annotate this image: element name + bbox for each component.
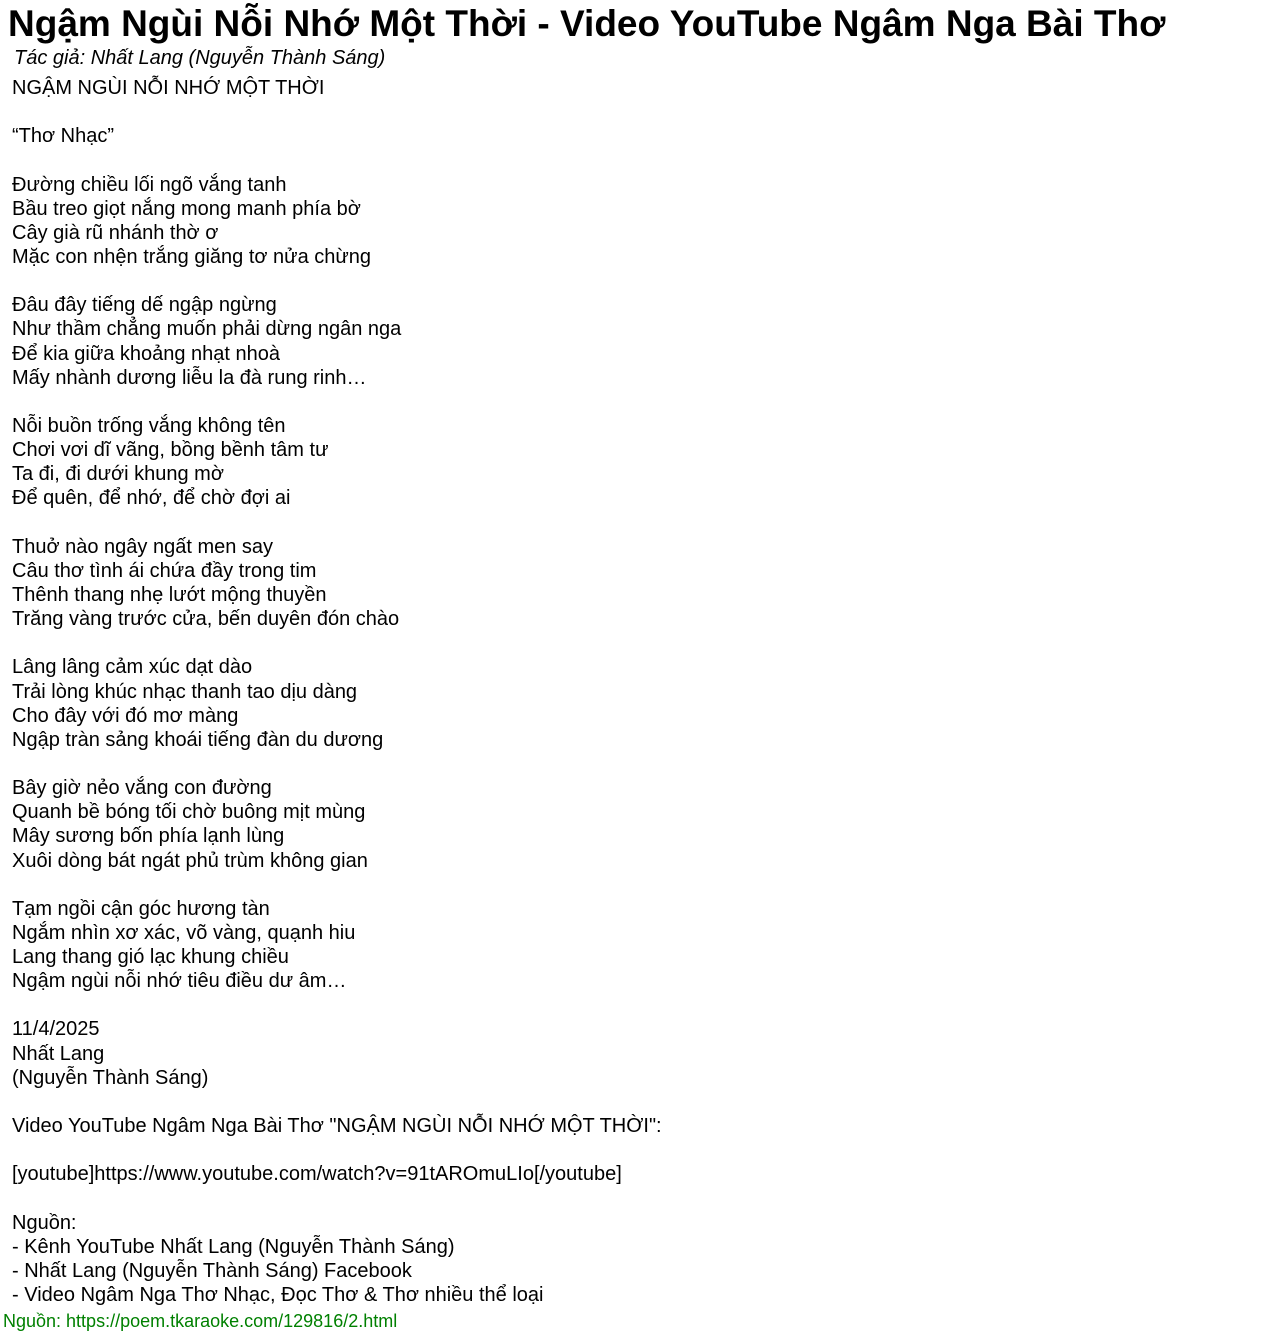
poem-line: Đâu đây tiếng dế ngập ngừng xyxy=(12,294,277,317)
poem-line: Bây giờ nẻo vắng con đường xyxy=(12,777,272,800)
poem-line: (Nguyễn Thành Sáng) xyxy=(12,1066,209,1089)
blank-line xyxy=(12,1138,662,1162)
poem-line: Video YouTube Ngâm Nga Bài Thơ "NGẬM NGÙI NỖI NHỚ MỘT THỜI": xyxy=(12,1115,662,1138)
blank-line xyxy=(12,390,662,414)
poem-line: Ngắm nhìn xơ xác, võ vàng, quạnh hiu xyxy=(12,921,356,944)
blank-line xyxy=(12,1186,662,1210)
poem-line: Nguồn: xyxy=(12,1211,77,1234)
poem-line: Ngậm ngùi nỗi nhớ tiêu điều dư âm… xyxy=(12,970,347,993)
poem-line: “Thơ Nhạc” xyxy=(12,125,115,148)
source-link[interactable]: Nguồn: https://poem.tkaraoke.com/129816/2.html xyxy=(3,1311,398,1331)
poem-line: - Nhất Lang (Nguyễn Thành Sáng) Facebook xyxy=(12,1259,412,1282)
poem-line: Ta đi, đi dưới khung mờ xyxy=(12,463,224,486)
poem-line: - Video Ngâm Nga Thơ Nhạc, Đọc Thơ & Thơ nhiều thể loại xyxy=(12,1284,544,1307)
poem-line: Xuôi dòng bát ngát phủ trùm không gian xyxy=(12,849,368,872)
poem-line: Mây sương bốn phía lạnh lùng xyxy=(12,825,285,848)
poem-line: - Kênh YouTube Nhất Lang (Nguyễn Thành Sáng) xyxy=(12,1235,455,1258)
blank-line xyxy=(12,1090,662,1114)
blank-line xyxy=(12,511,662,535)
poem-line: Lâng lâng cảm xúc dạt dào xyxy=(12,656,253,679)
blank-line xyxy=(12,873,662,897)
poem-line: Trăng vàng trước cửa, bến duyên đón chào xyxy=(12,608,400,631)
poem-line: [youtube]https://www.youtube.com/watch?v=91tAROmuLIo[/youtube] xyxy=(12,1163,622,1186)
poem-line: Câu thơ tình ái chứa đầy trong tim xyxy=(12,559,317,582)
poem-line: Mặc con nhện trắng giăng tơ nửa chừng xyxy=(12,245,372,268)
poem-line: Đường chiều lối ngõ vắng tanh xyxy=(12,173,287,196)
poem-body xyxy=(12,76,662,1307)
page-title: Ngậm Ngùi Nỗi Nhớ Một Thời - Video YouTube Ngâm Nga Bài Thơ xyxy=(8,3,1166,44)
poem-line: Để kia giữa khoảng nhạt nhoà xyxy=(12,342,281,365)
author-line: Tác giả: Nhất Lang (Nguyễn Thành Sáng) xyxy=(14,47,386,69)
blank-line xyxy=(12,269,662,293)
blank-line xyxy=(12,631,662,655)
blank-line xyxy=(12,993,662,1017)
blank-line xyxy=(12,100,662,124)
poem-line: Quanh bề bóng tối chờ buông mịt mùng xyxy=(12,801,366,824)
poem-line: Tạm ngồi cận góc hương tàn xyxy=(12,897,270,920)
poem-line: Mấy nhành dương liễu la đà rung rinh… xyxy=(12,366,367,389)
blank-line xyxy=(12,148,662,172)
poem-line: NGẬM NGÙI NỖI NHỚ MỘT THỜI xyxy=(12,77,325,99)
poem-line: Chơi vơi dĩ vãng, bồng bềnh tâm tư xyxy=(12,439,329,462)
poem-line: Nỗi buồn trống vắng không tên xyxy=(12,414,286,437)
poem-line: Như thầm chẳng muốn phải dừng ngân nga xyxy=(12,318,402,341)
blank-line xyxy=(12,752,662,776)
poem-line: Ngập tràn sảng khoái tiếng đàn du dương xyxy=(12,728,384,751)
poem-line: Để quên, để nhớ, để chờ đợi ai xyxy=(12,487,291,510)
poem-line: Bầu treo giọt nắng mong manh phía bờ xyxy=(12,197,361,220)
poem-line: Thuở nào ngây ngất men say xyxy=(12,535,274,558)
poem-line: Cây già rũ nhánh thờ ơ xyxy=(12,221,219,244)
poem-line: Cho đây với đó mơ màng xyxy=(12,704,239,727)
poem-line: Thênh thang nhẹ lướt mộng thuyền xyxy=(12,583,327,606)
poem-line: 11/4/2025 xyxy=(12,1018,100,1041)
poem-line: Trải lòng khúc nhạc thanh tao dịu dàng xyxy=(12,680,358,703)
poem-line: Lang thang gió lạc khung chiều xyxy=(12,946,289,969)
poem-line: Nhất Lang xyxy=(12,1042,105,1065)
